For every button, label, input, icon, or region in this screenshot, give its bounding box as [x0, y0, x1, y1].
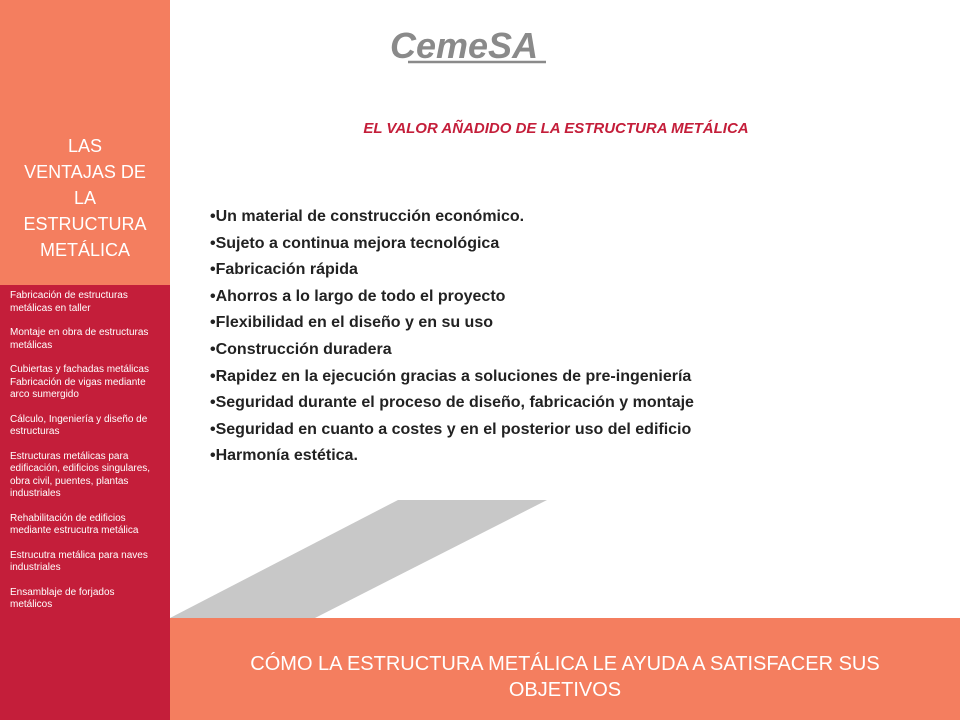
sidebar-title: [0, 133, 170, 263]
benefit-item: •Construcción duradera: [210, 340, 392, 358]
sidebar-link-line: Cálculo, Ingeniería y diseño de: [10, 413, 148, 425]
diagonal-band: [170, 500, 550, 620]
sidebar-nav: [10, 290, 168, 624]
sidebar-link-calculo-ingenieria[interactable]: [10, 414, 168, 439]
sidebar-link-line: arco sumergido: [10, 389, 79, 400]
sidebar-link-forjados[interactable]: [10, 587, 168, 612]
sidebar-link-line: Fabricación de vigas mediante: [10, 376, 146, 388]
benefit-item: •Sujeto a continua mejora tecnológica: [210, 234, 500, 252]
benefit-item: •Fabricación rápida: [210, 261, 358, 279]
sidebar-link-estructuras-edificacion[interactable]: [10, 451, 168, 501]
benefit-item: •Rapidez en la ejecución gracias a soluciones de pre-ingeniería: [210, 367, 692, 385]
footer-title-line: CÓMO LA ESTRUCTURA METÁLICA LE AYUDA A SATISFACER SUS: [250, 653, 880, 675]
sidebar-link-line: metálicas en taller: [10, 302, 91, 314]
sidebar-link-line: metálicos: [10, 599, 53, 610]
benefits-list: [210, 204, 910, 470]
sidebar-link-fabricacion-taller[interactable]: [10, 290, 168, 315]
sidebar-title-line: VENTAJAS DE: [24, 162, 146, 182]
sidebar-link-line: mediante estrucutra metálica: [10, 525, 139, 536]
sidebar-title-line: METÁLICA: [39, 240, 131, 260]
sidebar-link-line: obra civil, puentes, plantas: [10, 475, 129, 487]
footer-title: [170, 651, 960, 703]
benefit-item: •Ahorros a lo largo de todo el proyecto: [210, 287, 506, 305]
page-heading: EL VALOR AÑADIDO DE LA ESTRUCTURA METÁLICA: [363, 120, 749, 137]
sidebar-link-line: edificación, edificios singulares,: [10, 463, 151, 474]
sidebar-link-cubiertas-fachadas[interactable]: [10, 364, 168, 402]
footer-banner: [170, 618, 960, 720]
sidebar-link-naves-industriales[interactable]: [10, 550, 168, 575]
benefit-item: •Harmonía estética.: [210, 447, 358, 465]
benefit-item: •Seguridad durante el proceso de diseño, fabricación y montaje: [210, 394, 694, 412]
sidebar-link-line: Cubiertas y fachadas metálicas: [10, 364, 149, 375]
sidebar-link-montaje-obra[interactable]: [10, 327, 168, 352]
sidebar-link-line: Ensamblaje de forjados: [10, 586, 115, 598]
sidebar-link-line: industriales: [10, 562, 61, 573]
sidebar-link-line: Estructuras metálicas para: [10, 450, 129, 462]
logo-text: CemeSA: [390, 26, 539, 66]
footer-title-line: OBJETIVOS: [508, 679, 622, 701]
benefit-item: •Un material de construcción económico.: [210, 208, 525, 225]
cemesa-logo: [388, 26, 568, 66]
sidebar-title-line: LA: [73, 188, 97, 208]
sidebar-link-line: metálicas: [10, 339, 53, 351]
sidebar-link-rehabilitacion[interactable]: [10, 513, 168, 538]
sidebar-link-line: Estrucutra metálica para naves: [10, 549, 148, 561]
sidebar-title-line: ESTRUCTURA: [23, 214, 147, 234]
sidebar-link-line: estructuras: [10, 426, 60, 437]
sidebar-link-line: Montaje en obra de estructuras: [10, 327, 149, 338]
benefit-item: •Flexibilidad en el diseño y en su uso: [210, 314, 493, 332]
sidebar-link-line: Rehabilitación de edificios: [10, 512, 126, 524]
sidebar-header: [0, 0, 170, 285]
sidebar: [0, 0, 170, 720]
sidebar-link-line: industriales: [10, 488, 61, 499]
sidebar-link-line: Fabricación de estructuras: [10, 290, 128, 301]
benefit-item: •Seguridad en cuanto a costes y en el posterior uso del edificio: [210, 420, 692, 438]
sidebar-title-line: LAS: [67, 136, 103, 156]
